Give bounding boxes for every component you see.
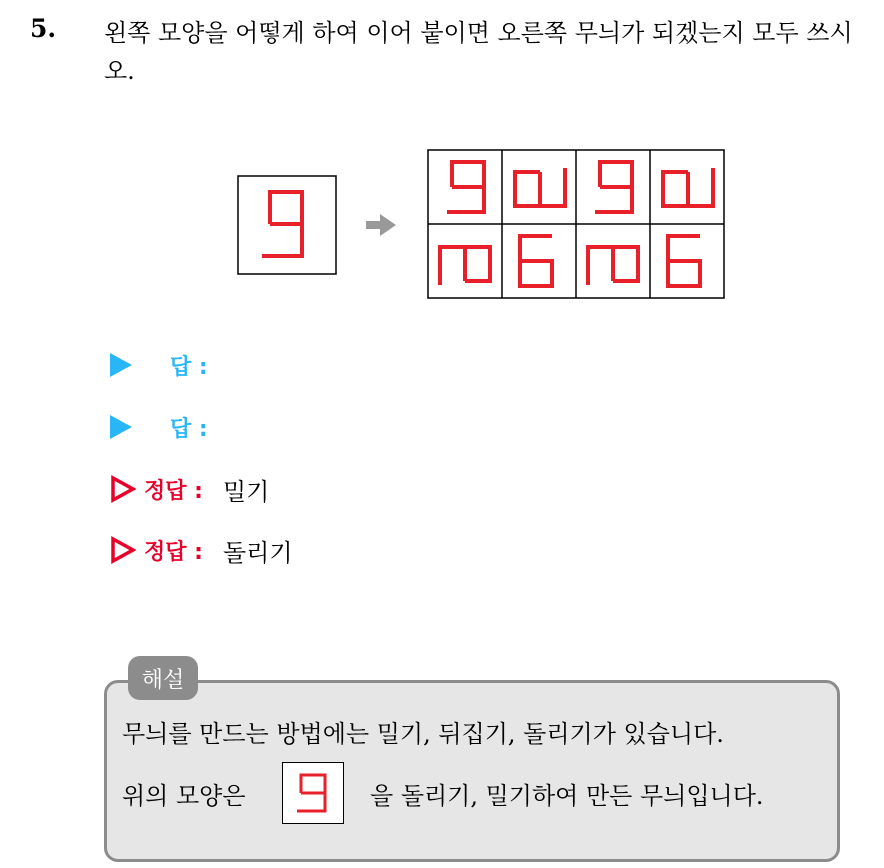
answer-row-2	[110, 410, 208, 444]
correct-answer-label: 정답 :	[144, 539, 203, 565]
cell-9	[447, 162, 484, 212]
cell-rotated-6	[588, 247, 638, 285]
explanation-line-2-end: 을 돌리기, 밀기하여 만든 무늬입니다.	[370, 782, 764, 810]
correct-answer-row-1	[110, 472, 269, 506]
correct-answer-label: 정답 :	[144, 478, 203, 504]
play-marker-icon	[110, 415, 132, 439]
answer-label: 답 :	[170, 416, 208, 442]
answer-label: 답 :	[170, 354, 208, 380]
correct-answer-row-2	[110, 533, 293, 567]
cell-6	[668, 236, 700, 286]
outline-triangle-icon	[110, 536, 136, 564]
explanation-line-2-start: 위의 모양은	[122, 782, 246, 810]
pattern-figure	[0, 0, 884, 330]
question-text: 왼쪽 모양을 어떻게 하여 이어 붙이면 오른쪽 무늬가 되겠는지 모두 쓰시오.	[104, 19, 853, 85]
inline-shape-tile	[282, 762, 344, 824]
explanation-box	[104, 680, 840, 862]
explanation-line-1: 무늬를 만드는 방법에는 밀기, 뒤집기, 돌리기가 있습니다.	[122, 720, 724, 748]
cell-rotated-6	[440, 247, 490, 285]
cell-rotated-9	[663, 168, 713, 206]
play-marker-icon	[110, 353, 132, 377]
answer-row-1	[110, 348, 208, 382]
correct-answer-text: 밀기	[222, 477, 270, 506]
inline-shape-9	[283, 763, 343, 823]
explanation-tab: 해설	[128, 656, 198, 700]
cell-6	[520, 236, 552, 286]
question-number: 5.	[30, 14, 57, 43]
correct-answer-text: 돌리기	[222, 538, 293, 567]
cell-rotated-9	[515, 168, 565, 206]
outline-triangle-icon	[110, 475, 136, 503]
cell-9	[595, 162, 632, 212]
right-arrow-icon	[366, 214, 396, 236]
